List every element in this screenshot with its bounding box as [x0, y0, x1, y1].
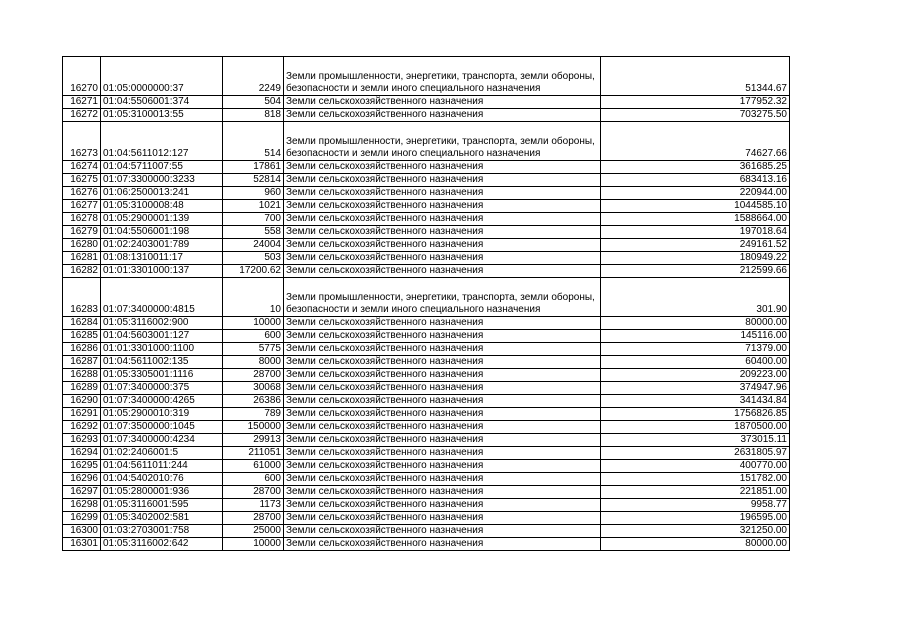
table-row	[63, 447, 790, 460]
cadastral-value-cell: 301.90	[601, 278, 790, 317]
row-number-cell: 16289	[63, 382, 101, 395]
cadastral-value-cell: 703275.50	[601, 109, 790, 122]
cadastral-value-cell: 400770.00	[601, 460, 790, 473]
table-row	[63, 434, 790, 447]
row-number-cell: 16290	[63, 395, 101, 408]
land-category-cell: Земли сельскохозяйственного назначения	[284, 330, 601, 343]
land-category-cell: Земли сельскохозяйственного назначения	[284, 200, 601, 213]
cadastral-value-cell: 221851.00	[601, 486, 790, 499]
cadastral-number-cell: 01:05:2900010:319	[101, 408, 223, 421]
land-category-cell: Земли сельскохозяйственного назначения	[284, 187, 601, 200]
area-cell: 8000	[223, 356, 284, 369]
cadastral-value-cell: 196595.00	[601, 512, 790, 525]
row-number-cell: 16275	[63, 174, 101, 187]
row-number-cell: 16287	[63, 356, 101, 369]
area-cell: 1021	[223, 200, 284, 213]
cadastral-value-cell: 1756826.85	[601, 408, 790, 421]
table-row	[63, 499, 790, 512]
table-body	[63, 57, 790, 551]
land-category-cell: Земли сельскохозяйственного назначения	[284, 473, 601, 486]
cadastral-number-cell: 01:05:2900001:139	[101, 213, 223, 226]
area-cell: 10	[223, 278, 284, 317]
table-row	[63, 265, 790, 278]
table-row	[63, 460, 790, 473]
area-cell: 818	[223, 109, 284, 122]
row-number-cell: 16299	[63, 512, 101, 525]
land-category-cell: Земли сельскохозяйственного назначения	[284, 447, 601, 460]
row-number-cell: 16272	[63, 109, 101, 122]
area-cell: 24004	[223, 239, 284, 252]
row-number-cell: 16292	[63, 421, 101, 434]
cadastral-number-cell: 01:07:3400000:4234	[101, 434, 223, 447]
row-number-cell: 16284	[63, 317, 101, 330]
row-number-cell: 16282	[63, 265, 101, 278]
row-number-cell: 16296	[63, 473, 101, 486]
row-number-cell: 16297	[63, 486, 101, 499]
cadastral-number-cell: 01:04:5402010:76	[101, 473, 223, 486]
table-row	[63, 109, 790, 122]
row-number-cell: 16274	[63, 161, 101, 174]
cadastral-value-cell: 80000.00	[601, 538, 790, 551]
area-cell: 30068	[223, 382, 284, 395]
cadastral-value-cell: 249161.52	[601, 239, 790, 252]
area-cell: 789	[223, 408, 284, 421]
area-cell: 25000	[223, 525, 284, 538]
cadastral-value-cell: 180949.22	[601, 252, 790, 265]
cadastral-value-cell: 197018.64	[601, 226, 790, 239]
land-category-cell: Земли сельскохозяйственного назначения	[284, 161, 601, 174]
land-category-cell: Земли сельскохозяйственного назначения	[284, 538, 601, 551]
row-number-cell: 16295	[63, 460, 101, 473]
area-cell: 10000	[223, 538, 284, 551]
cadastral-value-cell: 60400.00	[601, 356, 790, 369]
area-cell: 960	[223, 187, 284, 200]
area-cell: 150000	[223, 421, 284, 434]
row-number-cell: 16281	[63, 252, 101, 265]
cadastral-value-cell: 373015.11	[601, 434, 790, 447]
cadastral-number-cell: 01:05:0000000:37	[101, 57, 223, 96]
table-row	[63, 96, 790, 109]
table-row	[63, 122, 790, 161]
table-row	[63, 317, 790, 330]
row-number-cell: 16301	[63, 538, 101, 551]
row-number-cell: 16276	[63, 187, 101, 200]
cadastral-number-cell: 01:04:5506001:198	[101, 226, 223, 239]
land-category-cell: Земли сельскохозяйственного назначения	[284, 109, 601, 122]
land-category-cell: Земли сельскохозяйственного назначения	[284, 460, 601, 473]
cadastral-number-cell: 01:05:2800001:936	[101, 486, 223, 499]
row-number-cell: 16300	[63, 525, 101, 538]
cadastral-number-cell: 01:04:5611002:135	[101, 356, 223, 369]
cadastral-number-cell: 01:03:2703001:758	[101, 525, 223, 538]
cadastral-value-cell: 220944.00	[601, 187, 790, 200]
land-category-cell: Земли сельскохозяйственного назначения	[284, 239, 601, 252]
area-cell: 17200.62	[223, 265, 284, 278]
area-cell: 52814	[223, 174, 284, 187]
row-number-cell: 16286	[63, 343, 101, 356]
area-cell: 2249	[223, 57, 284, 96]
land-category-cell: Земли сельскохозяйственного назначения	[284, 174, 601, 187]
cadastral-value-cell: 374947.96	[601, 382, 790, 395]
land-category-cell: Земли сельскохозяйственного назначения	[284, 486, 601, 499]
land-category-cell: Земли сельскохозяйственного назначения	[284, 382, 601, 395]
cadastral-number-cell: 01:04:5611012:127	[101, 122, 223, 161]
cadastral-value-cell: 151782.00	[601, 473, 790, 486]
row-number-cell: 16280	[63, 239, 101, 252]
table-row	[63, 226, 790, 239]
area-cell: 28700	[223, 486, 284, 499]
land-category-cell: Земли сельскохозяйственного назначения	[284, 421, 601, 434]
table-row	[63, 538, 790, 551]
table-row	[63, 161, 790, 174]
row-number-cell: 16278	[63, 213, 101, 226]
area-cell: 514	[223, 122, 284, 161]
area-cell: 26386	[223, 395, 284, 408]
row-number-cell: 16291	[63, 408, 101, 421]
cadastral-number-cell: 01:08:1310011:17	[101, 252, 223, 265]
cadastral-number-cell: 01:07:3300000:3233	[101, 174, 223, 187]
cadastral-number-cell: 01:02:2406001:5	[101, 447, 223, 460]
area-cell: 5775	[223, 343, 284, 356]
cadastral-value-cell: 361685.25	[601, 161, 790, 174]
row-number-cell: 16283	[63, 278, 101, 317]
land-category-cell: Земли сельскохозяйственного назначения	[284, 96, 601, 109]
land-category-cell: Земли промышленности, энергетики, транспорта, земли обороны, безопасности и земли иного специального назначения	[284, 122, 601, 161]
row-number-cell: 16277	[63, 200, 101, 213]
table-row	[63, 421, 790, 434]
cadastral-value-cell: 177952.32	[601, 96, 790, 109]
table-row	[63, 525, 790, 538]
cadastral-number-cell: 01:07:3400000:4265	[101, 395, 223, 408]
cadastral-value-cell: 51344.67	[601, 57, 790, 96]
cadastral-value-cell: 683413.16	[601, 174, 790, 187]
cadastral-number-cell: 01:06:2500013:241	[101, 187, 223, 200]
area-cell: 1173	[223, 499, 284, 512]
row-number-cell: 16285	[63, 330, 101, 343]
cadastral-value-cell: 1870500.00	[601, 421, 790, 434]
cadastral-number-cell: 01:02:2403001:789	[101, 239, 223, 252]
land-category-cell: Земли сельскохозяйственного назначения	[284, 512, 601, 525]
table-row	[63, 343, 790, 356]
area-cell: 503	[223, 252, 284, 265]
table-row	[63, 369, 790, 382]
area-cell: 61000	[223, 460, 284, 473]
area-cell: 211051	[223, 447, 284, 460]
land-category-cell: Земли промышленности, энергетики, транспорта, земли обороны, безопасности и земли иного специального назначения	[284, 57, 601, 96]
table-row	[63, 395, 790, 408]
cadastral-number-cell: 01:07:3500000:1045	[101, 421, 223, 434]
row-number-cell: 16294	[63, 447, 101, 460]
row-number-cell: 16270	[63, 57, 101, 96]
row-number-cell: 16273	[63, 122, 101, 161]
cadastral-value-cell: 9958.77	[601, 499, 790, 512]
cadastral-number-cell: 01:07:3400000:4815	[101, 278, 223, 317]
cadastral-value-cell: 212599.66	[601, 265, 790, 278]
row-number-cell: 16293	[63, 434, 101, 447]
area-cell: 28700	[223, 369, 284, 382]
cadastral-number-cell: 01:01:3301000:1100	[101, 343, 223, 356]
cadastral-number-cell: 01:05:3305001:1116	[101, 369, 223, 382]
land-category-cell: Земли сельскохозяйственного назначения	[284, 408, 601, 421]
cadastral-number-cell: 01:04:5611011:244	[101, 460, 223, 473]
table-row	[63, 174, 790, 187]
cadastral-number-cell: 01:05:3100013:55	[101, 109, 223, 122]
area-cell: 558	[223, 226, 284, 239]
area-cell: 28700	[223, 512, 284, 525]
table-row	[63, 330, 790, 343]
land-category-cell: Земли сельскохозяйственного назначения	[284, 356, 601, 369]
cadastral-value-cell: 145116.00	[601, 330, 790, 343]
row-number-cell: 16288	[63, 369, 101, 382]
cadastral-value-cell: 74627.66	[601, 122, 790, 161]
table-row	[63, 252, 790, 265]
cadastral-number-cell: 01:05:3116002:642	[101, 538, 223, 551]
area-cell: 700	[223, 213, 284, 226]
cadastral-number-cell: 01:04:5711007:55	[101, 161, 223, 174]
land-category-cell: Земли сельскохозяйственного назначения	[284, 252, 601, 265]
table-row	[63, 512, 790, 525]
cadastral-number-cell: 01:05:3402002:581	[101, 512, 223, 525]
cadastral-value-cell: 1588664.00	[601, 213, 790, 226]
land-category-cell: Земли сельскохозяйственного назначения	[284, 317, 601, 330]
area-cell: 17861	[223, 161, 284, 174]
land-registry-table	[62, 56, 790, 551]
cadastral-value-cell: 2631805.97	[601, 447, 790, 460]
land-category-cell: Земли сельскохозяйственного назначения	[284, 265, 601, 278]
area-cell: 29913	[223, 434, 284, 447]
table-row	[63, 356, 790, 369]
cadastral-number-cell: 01:01:3301000:137	[101, 265, 223, 278]
cadastral-value-cell: 1044585.10	[601, 200, 790, 213]
table-row	[63, 187, 790, 200]
table-row	[63, 239, 790, 252]
land-category-cell: Земли сельскохозяйственного назначения	[284, 525, 601, 538]
cadastral-value-cell: 80000.00	[601, 317, 790, 330]
land-category-cell: Земли сельскохозяйственного назначения	[284, 343, 601, 356]
table-row	[63, 486, 790, 499]
area-cell: 600	[223, 330, 284, 343]
land-category-cell: Земли сельскохозяйственного назначения	[284, 434, 601, 447]
cadastral-number-cell: 01:05:3116002:900	[101, 317, 223, 330]
area-cell: 504	[223, 96, 284, 109]
table-row	[63, 382, 790, 395]
cadastral-number-cell: 01:05:3116001:595	[101, 499, 223, 512]
cadastral-value-cell: 209223.00	[601, 369, 790, 382]
cadastral-value-cell: 341434.84	[601, 395, 790, 408]
land-category-cell: Земли сельскохозяйственного назначения	[284, 499, 601, 512]
table-row	[63, 57, 790, 96]
land-category-cell: Земли сельскохозяйственного назначения	[284, 395, 601, 408]
row-number-cell: 16271	[63, 96, 101, 109]
land-category-cell: Земли сельскохозяйственного назначения	[284, 369, 601, 382]
cadastral-value-cell: 71379.00	[601, 343, 790, 356]
cadastral-value-cell: 321250.00	[601, 525, 790, 538]
land-category-cell: Земли сельскохозяйственного назначения	[284, 213, 601, 226]
cadastral-number-cell: 01:04:5603001:127	[101, 330, 223, 343]
row-number-cell: 16298	[63, 499, 101, 512]
cadastral-number-cell: 01:04:5506001:374	[101, 96, 223, 109]
land-category-cell: Земли сельскохозяйственного назначения	[284, 226, 601, 239]
table-row	[63, 473, 790, 486]
area-cell: 600	[223, 473, 284, 486]
area-cell: 10000	[223, 317, 284, 330]
table-row	[63, 213, 790, 226]
row-number-cell: 16279	[63, 226, 101, 239]
table-row	[63, 278, 790, 317]
table-row	[63, 408, 790, 421]
land-category-cell: Земли промышленности, энергетики, транспорта, земли обороны, безопасности и земли иного специального назначения	[284, 278, 601, 317]
table-row	[63, 200, 790, 213]
cadastral-number-cell: 01:05:3100008:48	[101, 200, 223, 213]
cadastral-number-cell: 01:07:3400000:375	[101, 382, 223, 395]
